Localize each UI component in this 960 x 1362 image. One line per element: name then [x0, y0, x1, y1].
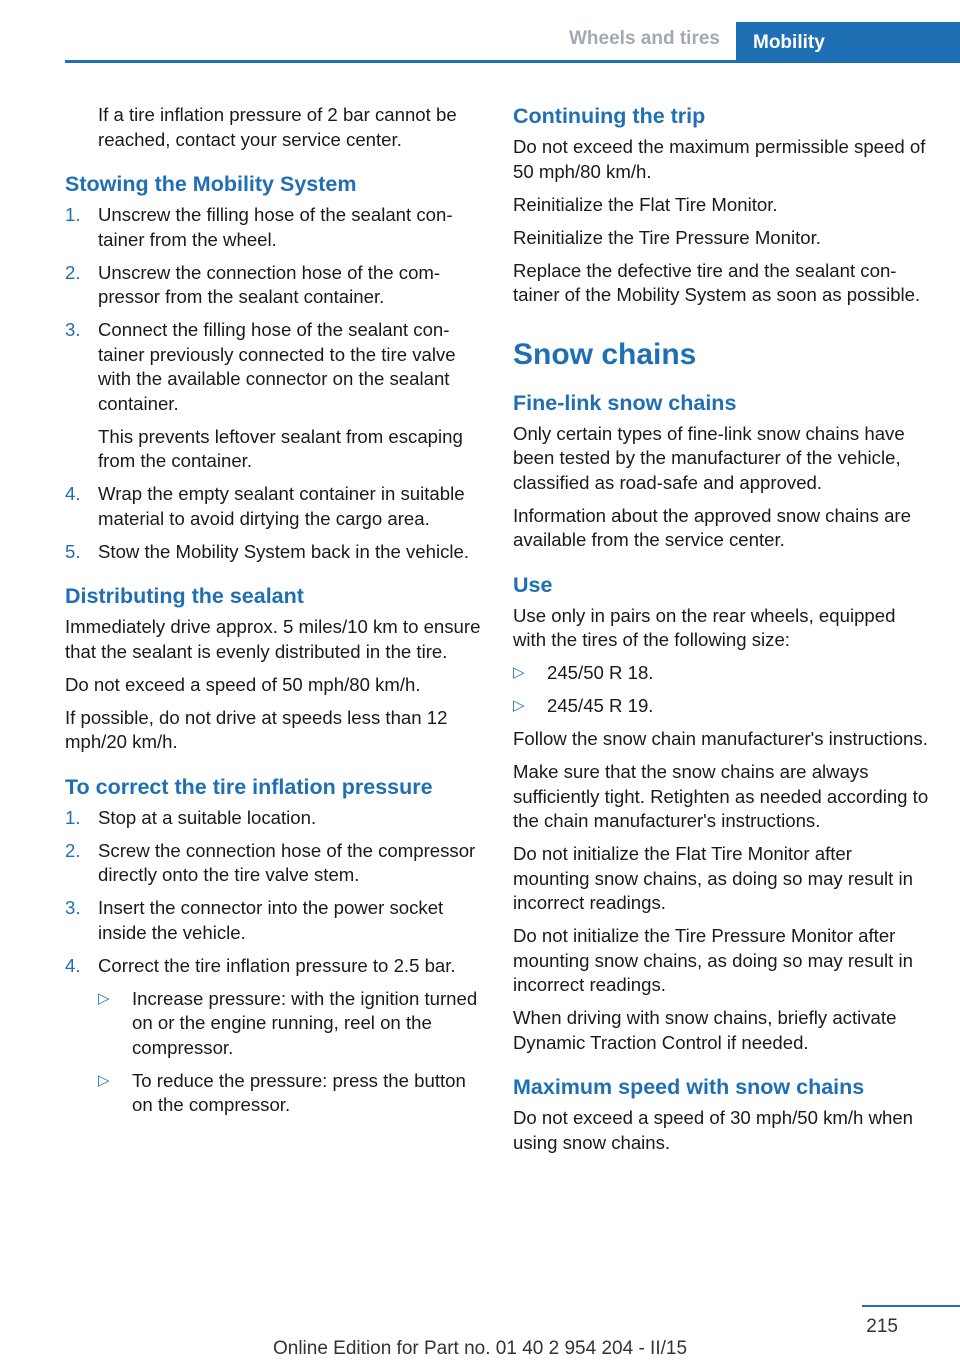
- paragraph: Make sure that the snow chains are always sufficiently tight. Retighten as needed according to the chain manufacturer's instructions.: [513, 761, 929, 831]
- left-column: [65, 103, 483, 1126]
- list-item: [65, 806, 483, 831]
- bullet-text: To reduce the pressure: press the button on the compressor.: [132, 1069, 466, 1115]
- step-text: Unscrew the filling hose of the sealant container from the wheel.: [98, 204, 453, 250]
- heading-use: Use: [513, 572, 553, 597]
- paragraph: Do not exceed a speed of 50 mph/80 km/h.: [65, 673, 421, 695]
- list-item: [65, 482, 483, 531]
- list-item: [65, 261, 483, 310]
- step-number: 2.: [65, 261, 81, 283]
- triangle-bullet-icon: ▷: [513, 697, 525, 714]
- paragraph: Follow the snow chain manufacturer's instructions.: [513, 728, 928, 749]
- bullet-text: Increase pressure: with the ignition turned on or the engine running, reel on the compressor.: [132, 987, 478, 1058]
- paragraph: Do not initialize the Flat Tire Monitor after mounting snow chains, as doing so may result in incorrect readings.: [513, 843, 913, 913]
- paragraph: Use only in pairs on the rear wheels, equipped with the tires of the following size:: [513, 604, 896, 650]
- step-text: Unscrew the connection hose of the compressor from the sealant container.: [98, 261, 441, 307]
- heading-snow-chains: Snow chains: [513, 337, 697, 371]
- heading-continuing: Continuing the trip: [513, 104, 706, 128]
- header-rule: [65, 60, 960, 63]
- step-text: Stow the Mobility System back in the vehicle.: [98, 540, 470, 562]
- list-item: [65, 896, 483, 945]
- list-item: [65, 954, 483, 1118]
- heading-correct-pressure: To correct the tire inflation pressure: [65, 774, 433, 799]
- list-item: [98, 987, 483, 1061]
- heading-max-speed: Maximum speed with snow chains: [513, 1075, 865, 1099]
- paragraph: Do not exceed a speed of 30 mph/50 km/h when using snow chains.: [513, 1107, 914, 1153]
- paragraph: Immediately drive approx. 5 miles/10 km to ensure that the sealant is evenly distributed in the tire.: [65, 616, 481, 662]
- list-item: [513, 694, 933, 719]
- heading-distributing: Distributing the sealant: [65, 584, 304, 608]
- triangle-bullet-icon: ▷: [98, 989, 110, 1007]
- correct-pressure-steps: [65, 806, 483, 1118]
- step-number: 3.: [65, 319, 81, 340]
- paragraph: Information about the approved snow chains are available from the service center.: [513, 504, 911, 550]
- stowing-steps: [65, 203, 483, 564]
- paragraph: Only certain types of fine-link snow chains have been tested by the manufacturer of the vehicle, classified as road-safe and approved.: [513, 422, 905, 493]
- heading-fine-link: Fine-link snow chains: [513, 390, 737, 415]
- sub-bullets: [98, 987, 483, 1118]
- list-item: [65, 540, 483, 565]
- list-item: [513, 661, 933, 686]
- step-text: Screw the connection hose of the compressor directly onto the tire valve stem.: [98, 839, 476, 885]
- header-section-tab: Wheels and tires: [569, 28, 720, 49]
- step-text: Stop at a suitable location.: [98, 806, 317, 828]
- triangle-bullet-icon: ▷: [98, 1071, 110, 1089]
- bullet-text: 245/50 R 18.: [547, 662, 654, 683]
- step-number: 1.: [65, 806, 81, 828]
- right-column: [513, 103, 933, 1164]
- step-text: Insert the connector into the power socket inside the vehicle.: [98, 897, 444, 943]
- heading-stowing: Stowing the Mobility System: [65, 172, 357, 196]
- step-number: 4.: [65, 954, 81, 976]
- paragraph: Reinitialize the Tire Pressure Monitor.: [513, 226, 821, 248]
- step-number: 3.: [65, 897, 81, 918]
- paragraph: If possible, do not drive at speeds less than 12 mph/20 km/h.: [65, 706, 448, 752]
- footer-edition: Online Edition for Part no. 01 40 2 954 204 - II/15: [272, 1338, 688, 1359]
- list-item: [65, 203, 483, 252]
- header-chapter-tab: Mobility: [736, 22, 960, 63]
- step-number: 5.: [65, 540, 81, 562]
- bullet-text: 245/45 R 19.: [547, 695, 654, 716]
- step-number: 1.: [65, 204, 81, 225]
- step-text: Wrap the empty sealant container in suitable material to avoid dirtying the cargo area.: [98, 483, 465, 529]
- page-number: 215: [866, 1316, 898, 1337]
- list-item: [65, 839, 483, 888]
- step-note: This prevents leftover sealant from escaping from the container.: [98, 425, 463, 471]
- list-item: [98, 1069, 483, 1118]
- footer-rule: [862, 1305, 960, 1307]
- list-item: [65, 318, 483, 474]
- paragraph: Reinitialize the Flat Tire Monitor.: [513, 193, 778, 215]
- step-number: 2.: [65, 839, 81, 861]
- triangle-bullet-icon: ▷: [513, 664, 525, 681]
- paragraph: Do not exceed the maximum permissible speed of 50 mph/80 km/h.: [513, 136, 926, 182]
- step-text: Connect the filling hose of the sealant container previously connected to the tire valve with the available connector on the sealant container.: [98, 319, 456, 414]
- intro-text: If a tire inflation pressure of 2 bar cannot be reached, contact your service center.: [98, 104, 457, 150]
- tire-size-list: [513, 661, 933, 719]
- paragraph: Do not initialize the Tire Pressure Monitor after mounting snow chains, as doing so may result in incorrect readings.: [513, 925, 913, 995]
- paragraph: Replace the defective tire and the sealant container of the Mobility System as soon as possible.: [513, 259, 921, 305]
- step-text: Correct the tire inflation pressure to 2.5 bar.: [98, 954, 456, 976]
- paragraph: When driving with snow chains, briefly activate Dynamic Traction Control if needed.: [513, 1007, 897, 1053]
- step-number: 4.: [65, 483, 81, 504]
